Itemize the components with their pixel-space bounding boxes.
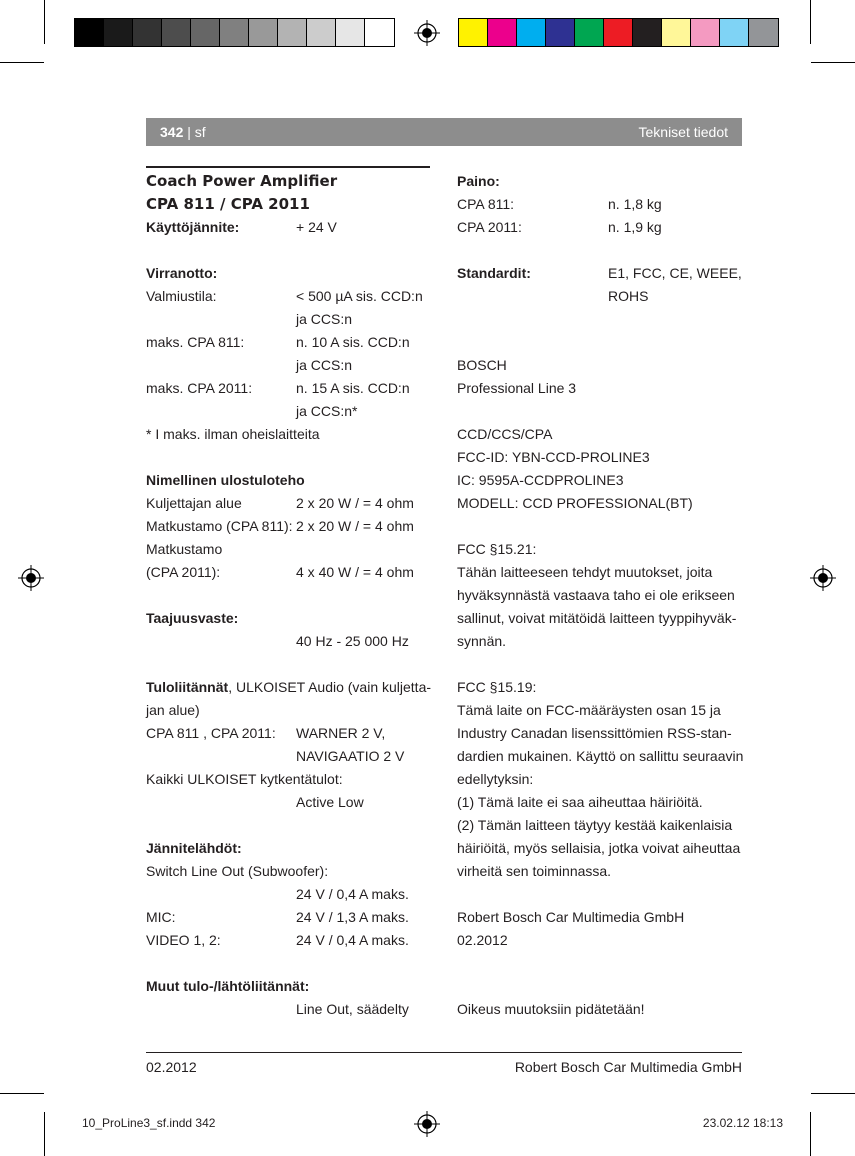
crop-mark <box>44 1112 45 1156</box>
color-swatch <box>278 19 307 46</box>
spec-row: ja CCS:n <box>296 357 353 373</box>
color-swatch <box>575 19 604 46</box>
paragraph-line: synnän. <box>457 633 507 649</box>
color-swatch <box>662 19 691 46</box>
paragraph-line: Tämä laite on FCC-määräysten osan 15 ja <box>457 702 721 718</box>
page-number: 342 | sf <box>160 124 206 140</box>
paragraph-line: (1) Tämä laite ei saa aiheuttaa häiriöitä. <box>457 794 703 810</box>
crop-mark <box>810 1112 811 1156</box>
label-text: FCC-ID: YBN-CCD-PROLINE3 <box>457 449 650 465</box>
slug-timestamp: 23.02.12 18:13 <box>702 1116 783 1130</box>
paragraph-line: dardien mukainen. Käyttö on sallittu seuraavin <box>457 748 744 764</box>
spec-row: NAVIGAATIO 2 V <box>296 748 405 764</box>
spec-row: Matkustamo (CPA 811): 2 x 20 W / = 4 ohm <box>146 518 414 534</box>
paragraph-line: sallinut, voivat mitätöidä laitteen tyyppihyväk- <box>457 610 737 626</box>
footer-company: Robert Bosch Car Multimedia GmbH <box>514 1059 742 1075</box>
color-swatch <box>459 19 488 46</box>
paragraph-line: häiriöitä, myös sellaisia, jotka voivat aiheuttaa <box>457 840 741 856</box>
paragraph-line: hyväksynnästä vastaava taho ei ole erikseen <box>457 587 735 603</box>
spec-row: maks. CPA 2011: n. 15 A sis. CCD:n <box>146 380 410 396</box>
fcc-heading: FCC §15.21: <box>457 541 537 557</box>
crop-mark <box>811 1093 855 1094</box>
color-swatch <box>633 19 662 46</box>
spec-row: maks. CPA 811: n. 10 A sis. CCD:n <box>146 334 410 350</box>
spec-row: MIC: 24 V / 1,3 A maks. <box>146 909 409 925</box>
spec-row: ja CCS:n <box>296 311 353 327</box>
paragraph-line: Tähän laitteeseen tehdyt muutokset, joita <box>457 564 713 580</box>
spec-heading: Tuloliitännät, ULKOISET Audio (vain kuljetta- <box>146 679 432 695</box>
color-swatch <box>220 19 249 46</box>
rights-notice: Oikeus muutoksiin pidätetään! <box>457 1001 645 1017</box>
label-text: Professional Line 3 <box>457 380 577 396</box>
footer-rule <box>146 1052 742 1053</box>
product-title: Coach Power Amplifier <box>146 172 338 190</box>
gray-color-bar <box>74 18 395 47</box>
paragraph-line: edellytyksin: <box>457 771 534 787</box>
spec-row: Active Low <box>296 794 364 810</box>
spec-row: Matkustamo <box>146 541 223 557</box>
label-text: CCD/CCS/CPA <box>457 426 553 442</box>
spec-row: 40 Hz - 25 000 Hz <box>296 633 409 649</box>
spec-row: Line Out, säädelty <box>296 1001 409 1017</box>
spec-row: CPA 811: n. 1,8 kg <box>457 196 662 212</box>
spec-row: CPA 2011: n. 1,9 kg <box>457 219 662 235</box>
color-swatch <box>720 19 749 46</box>
footer-date: 02.2012 <box>146 1059 197 1075</box>
color-swatch <box>546 19 575 46</box>
color-swatch <box>133 19 162 46</box>
crop-mark <box>811 62 855 63</box>
title-rule <box>146 166 430 168</box>
paragraph-line: Industry Canadan lisenssittömien RSS-stan- <box>457 725 732 741</box>
spec-row: Standardit: E1, FCC, CE, WEEE, <box>457 265 742 281</box>
crop-mark <box>810 0 811 44</box>
spec-row: VIDEO 1, 2: 24 V / 0,4 A maks. <box>146 932 409 948</box>
crop-mark <box>44 0 45 44</box>
color-swatch <box>749 19 778 46</box>
color-swatch <box>307 19 336 46</box>
label-text: BOSCH <box>457 357 507 373</box>
spec-row: Käyttöjännite: + 24 V <box>146 219 337 235</box>
color-swatch <box>75 19 104 46</box>
spec-heading: Muut tulo-/lähtöliitännät: <box>146 978 310 994</box>
color-swatch <box>517 19 546 46</box>
footnote: * I maks. ilman oheislaitteita <box>146 426 320 442</box>
spec-heading: Taajuusvaste: <box>146 610 239 626</box>
fcc-heading: FCC §15.19: <box>457 679 537 695</box>
left-column <box>146 170 436 1021</box>
process-color-bar <box>458 18 779 47</box>
color-swatch <box>104 19 133 46</box>
spec-heading: Nimellinen ulostuloteho <box>146 472 305 488</box>
spec-row: 24 V / 0,4 A maks. <box>296 886 409 902</box>
paragraph-line: (2) Tämän laitteen täytyy kestää kaikenlaisia <box>457 817 733 833</box>
spec-row: Switch Line Out (Subwoofer): <box>146 863 329 879</box>
color-swatch <box>604 19 633 46</box>
registration-mark-icon <box>414 20 440 46</box>
paragraph-line: virheitä sen toiminnassa. <box>457 863 612 879</box>
color-swatch <box>365 19 394 46</box>
registration-mark-icon <box>810 565 836 591</box>
registration-mark-icon <box>18 565 44 591</box>
company-name: Robert Bosch Car Multimedia GmbH <box>457 909 685 925</box>
label-text: MODELL: CCD PROFESSIONAL(BT) <box>457 495 693 511</box>
color-swatch <box>162 19 191 46</box>
spec-row: CPA 811 , CPA 2011: WARNER 2 V, <box>146 725 386 741</box>
running-header <box>146 118 742 146</box>
color-swatch <box>336 19 365 46</box>
color-swatch <box>249 19 278 46</box>
section-title: Tekniset tiedot <box>638 124 728 140</box>
spec-row: ROHS <box>608 288 649 304</box>
spec-row: ja CCS:n* <box>296 403 358 419</box>
spec-row: (CPA 2011): 4 x 40 W / = 4 ohm <box>146 564 414 580</box>
spec-heading: Virranotto: <box>146 265 218 281</box>
date-text: 02.2012 <box>457 932 508 948</box>
spec-row: Valmiustila: < 500 µA sis. CCD:n <box>146 288 423 304</box>
color-swatch <box>691 19 720 46</box>
label-text: IC: 9595A-CCDPROLINE3 <box>457 472 624 488</box>
color-swatch <box>191 19 220 46</box>
color-swatch <box>488 19 517 46</box>
right-column <box>457 170 747 1021</box>
spec-heading: Paino: <box>457 173 500 189</box>
spec-row: Kuljettajan alue 2 x 20 W / = 4 ohm <box>146 495 414 511</box>
spec-row: jan alue) <box>146 702 200 718</box>
crop-mark <box>0 62 44 63</box>
registration-mark-icon <box>414 1111 440 1137</box>
crop-mark <box>0 1093 44 1094</box>
spec-heading: Jännitelähdöt: <box>146 840 242 856</box>
model-title: CPA 811 / CPA 2011 <box>146 195 310 213</box>
spec-row: Kaikki ULKOISET kytkentätulot: <box>146 771 343 787</box>
slug-filename: 10_ProLine3_sf.indd 342 <box>82 1116 216 1130</box>
